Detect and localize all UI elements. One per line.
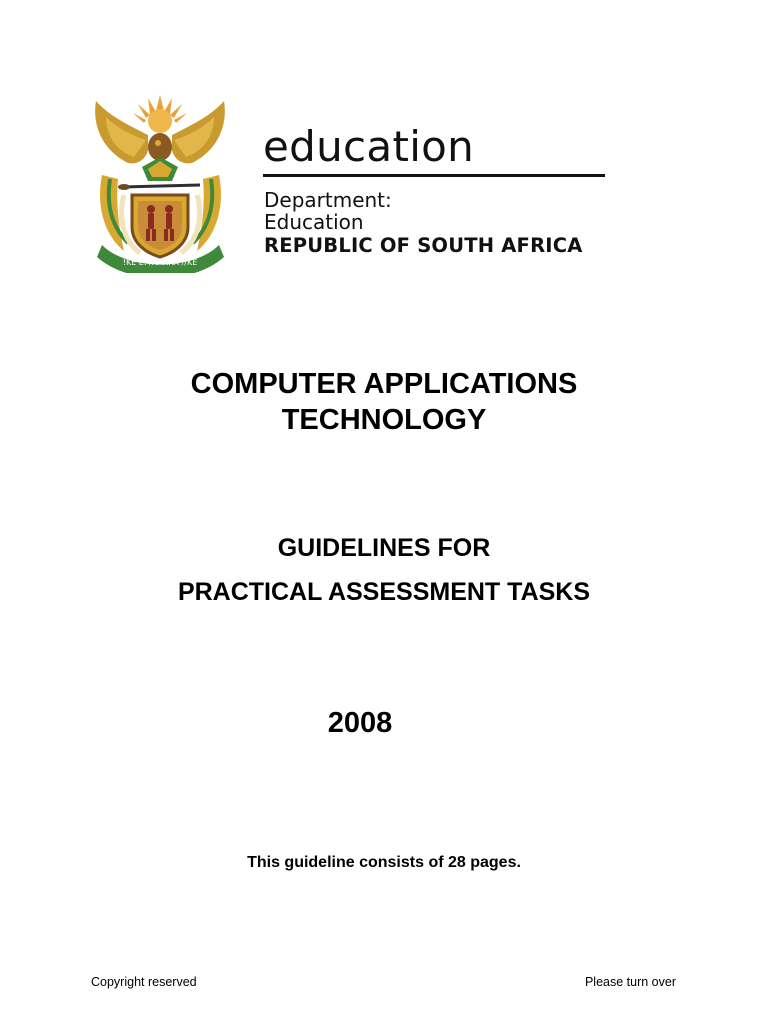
department-name: Education bbox=[264, 210, 364, 234]
document-title-line-1: COMPUTER APPLICATIONS bbox=[190, 368, 578, 400]
document-title-line-2: TECHNOLOGY bbox=[281, 404, 487, 436]
document-subtitle-line-2: PRACTICAL ASSESSMENT TASKS bbox=[177, 578, 591, 606]
coat-of-arms-logo bbox=[88, 95, 233, 273]
footer-turn-over: Please turn over bbox=[584, 975, 676, 989]
crest-motto: !KE E: /XARRA //KE bbox=[122, 258, 198, 267]
country-name: REPUBLIC OF SOUTH AFRICA bbox=[264, 234, 583, 257]
brand-divider bbox=[263, 174, 605, 177]
footer-copyright: Copyright reserved bbox=[91, 975, 197, 989]
brand-wordmark: education bbox=[263, 122, 475, 171]
department-label: Department: bbox=[264, 188, 392, 212]
document-year: 2008 bbox=[327, 707, 393, 739]
page-count-note: This guideline consists of 28 pages. bbox=[247, 854, 521, 871]
document-subtitle-line-1: GUIDELINES FOR bbox=[277, 534, 491, 562]
